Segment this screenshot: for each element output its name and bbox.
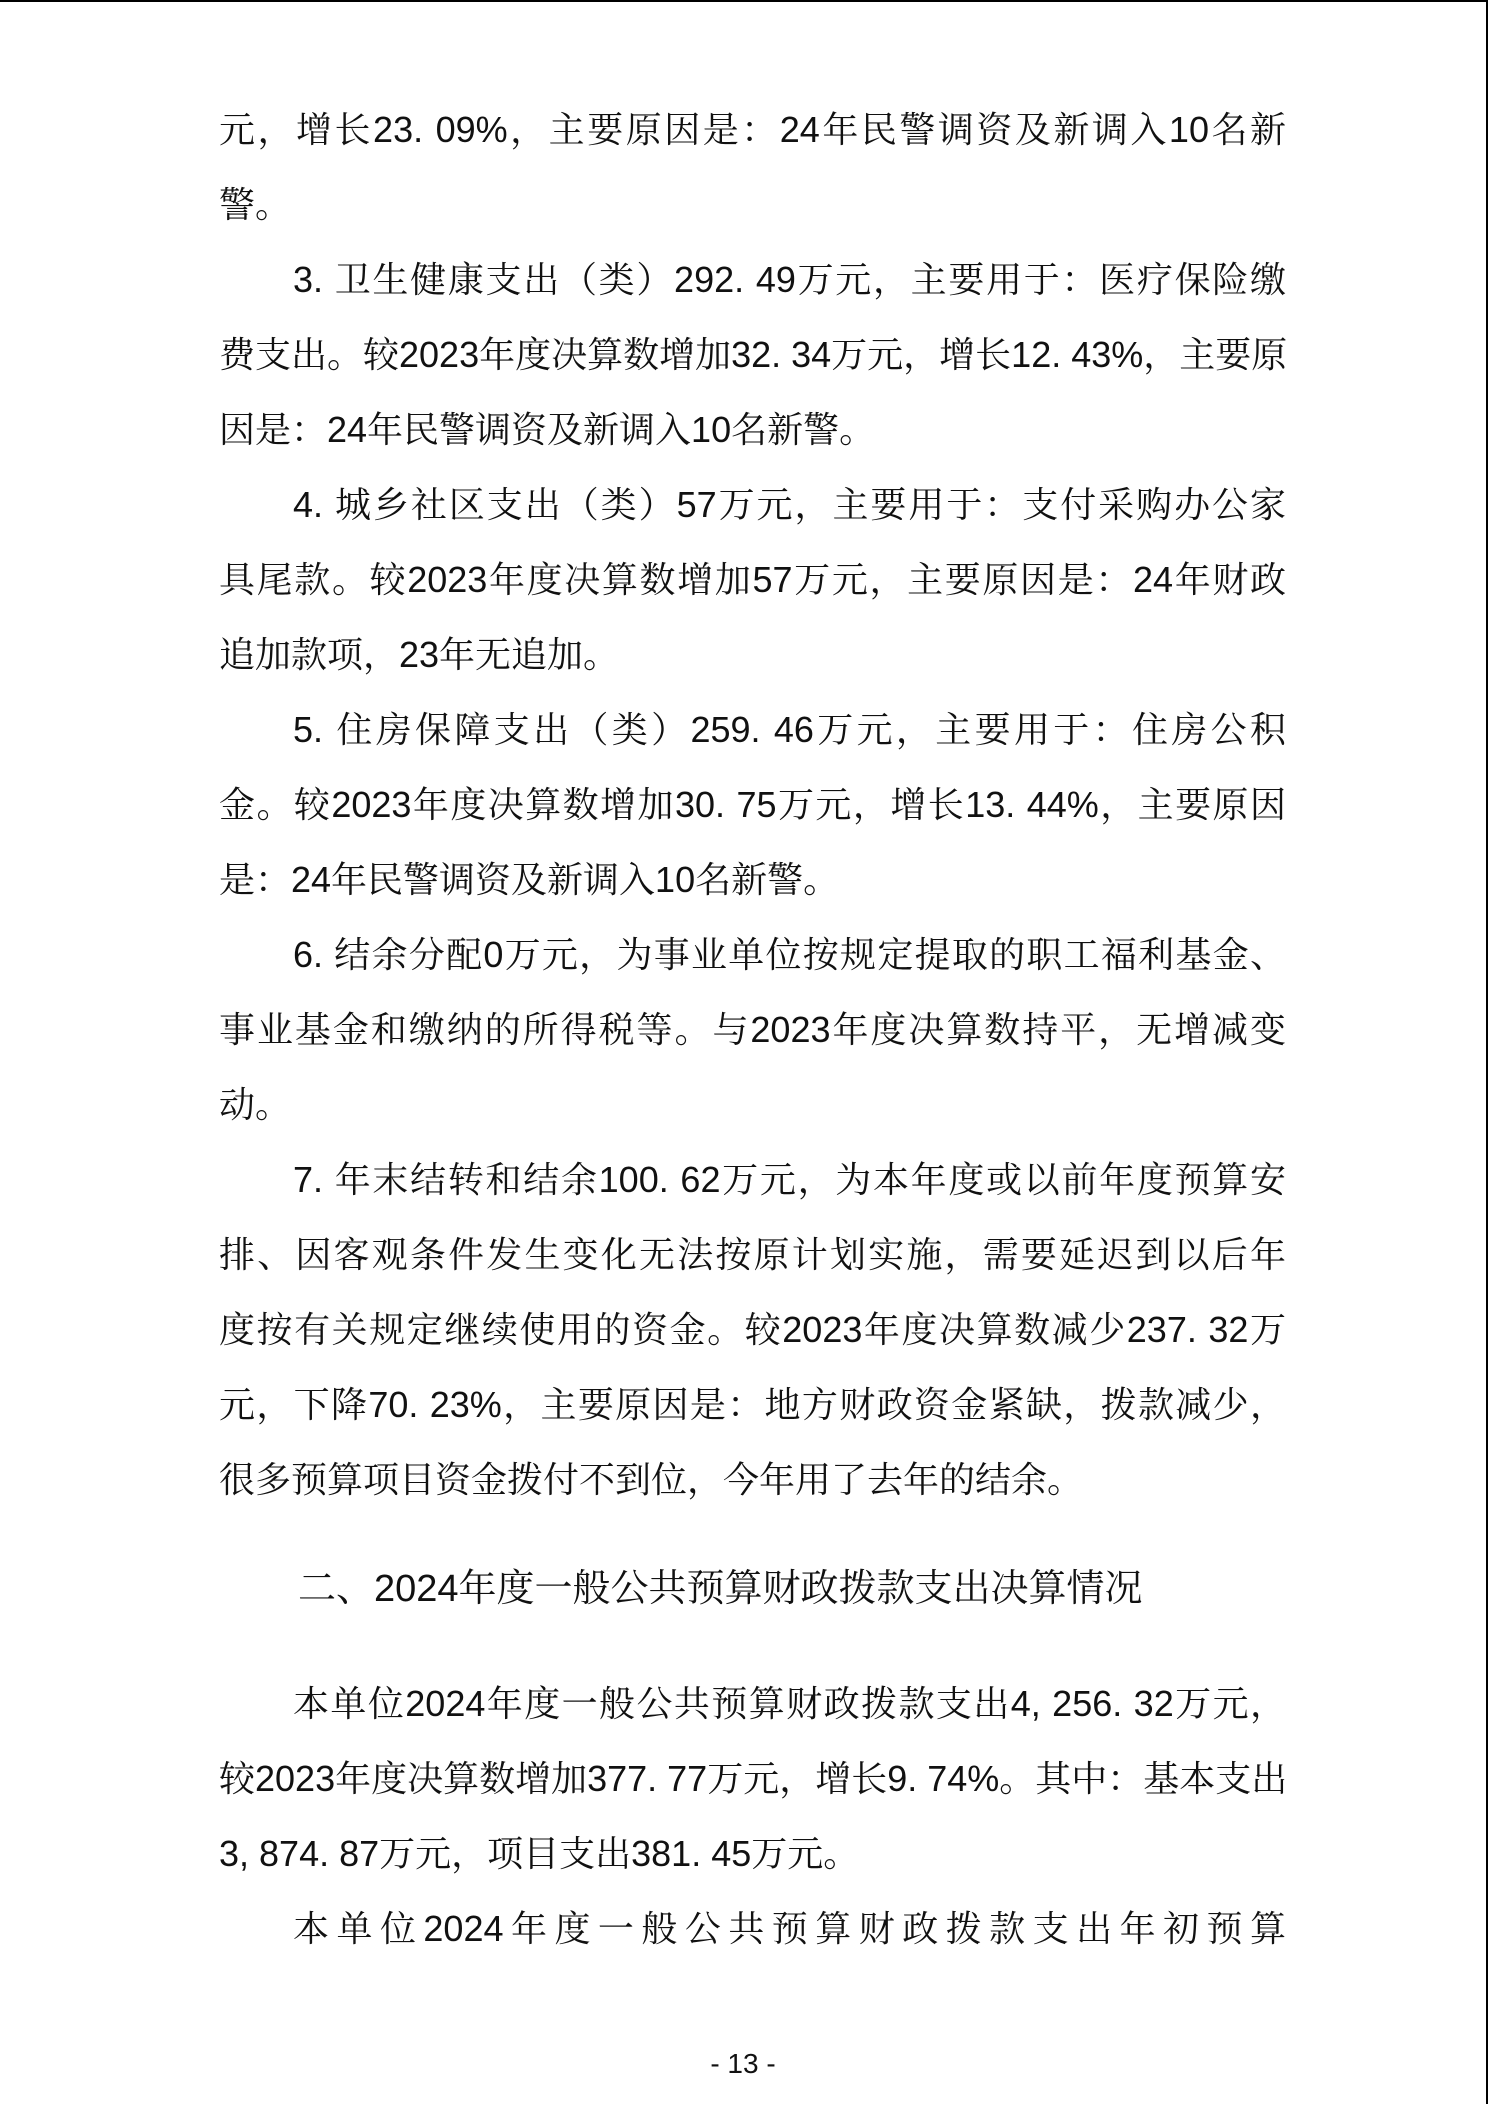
body-text-line: 本单位2024年度一般公共预算财政拨款支出4, 256. 32万元， xyxy=(293,1683,1286,1724)
page-number: - 13 - xyxy=(710,2048,776,2079)
paragraph-continuation xyxy=(219,92,1286,242)
paragraph-item-7 xyxy=(219,1142,1286,1517)
body-text-line: 费支出。较2023年度决算数增加32. 34万元，增长12. 43%，主要原 xyxy=(219,334,1288,375)
paragraph-item-4 xyxy=(219,467,1286,692)
body-text-line: 4. 城乡社区支出（类）57万元，主要用于：支付采购办公家 xyxy=(293,484,1286,525)
body-text-line: 很多预算项目资金拨付不到位，今年用了去年的结余。 xyxy=(219,1459,1084,1500)
body-text-line: 元，下降70. 23%，主要原因是：地方财政资金紧缺，拨款减少， xyxy=(219,1384,1286,1425)
body-text-line: 度按有关规定继续使用的资金。较2023年度决算数减少237. 32万 xyxy=(219,1309,1286,1350)
paragraph-item-3 xyxy=(219,242,1286,467)
body-text-line: 警。 xyxy=(219,184,292,225)
body-text-line: 3, 874. 87万元，项目支出381. 45万元。 xyxy=(219,1833,860,1874)
paragraph-section-summary xyxy=(219,1666,1286,1891)
body-text-line: 事业基金和缴纳的所得税等。与2023年度决算数持平，无增减变 xyxy=(219,1009,1286,1050)
paragraph-item-6 xyxy=(219,917,1286,1142)
section-heading: 二、2024年度一般公共预算财政拨款支出决算情况 xyxy=(298,1568,1143,1610)
body-text-line: 排、因客观条件发生变化无法按原计划实施，需要延迟到以后年 xyxy=(219,1234,1286,1275)
body-text-line: 金。较2023年度决算数增加30. 75万元，增长13. 44%，主要原因 xyxy=(219,784,1286,825)
paragraph-item-5 xyxy=(219,692,1286,917)
body-text-line: 具尾款。较2023年度决算数增加57万元，主要原因是：24年财政 xyxy=(219,559,1286,600)
page-body xyxy=(219,92,1286,1966)
body-text-line: 追加款项，23年无追加。 xyxy=(219,634,620,675)
body-text-line: 5. 住房保障支出（类）259. 46万元，主要用于：住房公积 xyxy=(293,709,1286,750)
body-text-line: 7. 年末结转和结余100. 62万元，为本年度或以前年度预算安 xyxy=(293,1159,1286,1200)
body-text-line: 是：24年民警调资及新调入10名新警。 xyxy=(219,859,840,900)
body-text-line: 因是：24年民警调资及新调入10名新警。 xyxy=(219,409,876,450)
paragraph-budget-start xyxy=(219,1891,1286,1966)
body-text-line: 元，增长23. 09%，主要原因是：24年民警调资及新调入10名新 xyxy=(219,109,1286,150)
body-text-line: 动。 xyxy=(219,1084,292,1125)
body-text-line: 本单位2024年度一般公共预算财政拨款支出年初预算 xyxy=(293,1908,1286,1949)
body-text-line: 较2023年度决算数增加377. 77万元，增长9. 74%。其中：基本支出 xyxy=(219,1758,1288,1799)
body-text-line: 3. 卫生健康支出（类）292. 49万元，主要用于：医疗保险缴 xyxy=(293,259,1286,300)
body-text-line: 6. 结余分配0万元，为事业单位按规定提取的职工福利基金、 xyxy=(293,934,1286,975)
